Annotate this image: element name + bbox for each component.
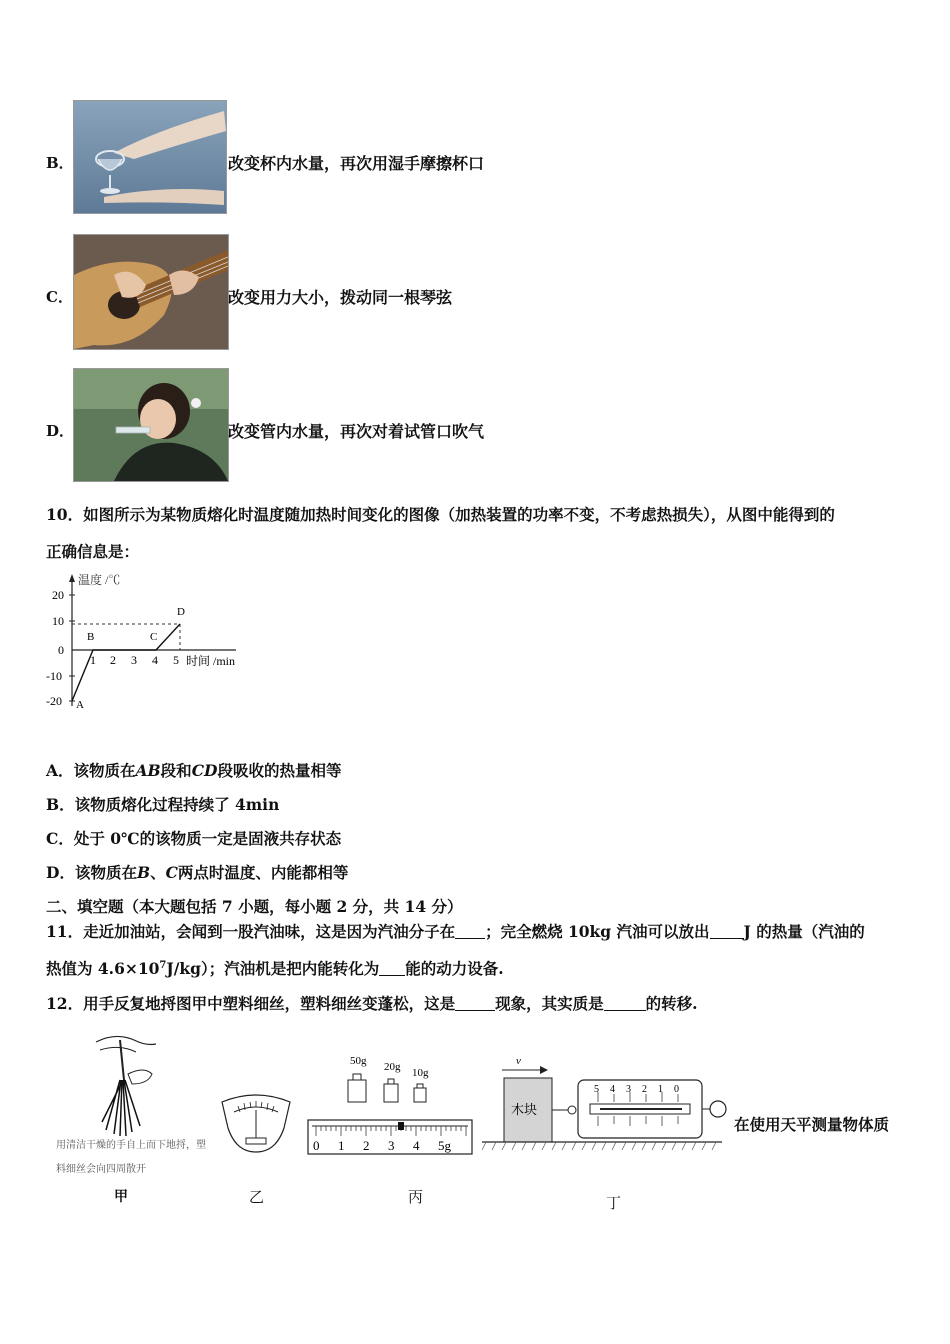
choice-d-mid: 、 (150, 863, 166, 882)
graph-y-label: 温度 /℃ (78, 573, 121, 587)
graph-xtick-5: 5 (173, 653, 179, 667)
weight-label-10g: 10g (412, 1067, 429, 1079)
figure-bing-label: 丙 (408, 1188, 424, 1206)
ding-scale-4: 4 (610, 1084, 615, 1095)
question-11-line1 (46, 920, 865, 942)
figure-ding-side-text: 在使用天平测量物体质 (734, 1115, 890, 1134)
weight-10g (414, 1088, 426, 1102)
weight-20g (384, 1084, 398, 1102)
graph-point-b: B (87, 631, 95, 643)
choice-a-segment-cd: CD (191, 761, 218, 780)
choice-d[interactable] (46, 861, 348, 883)
ding-scale-1: 1 (658, 1084, 663, 1095)
choice-d-suffix: 两点时温度、内能都相等 (177, 863, 349, 882)
hand-rubbing-glass-photo (73, 100, 227, 214)
scale-label-3: 3 (388, 1138, 395, 1153)
q11-part-e: J/kg）；汽油机是把内能转化为 (166, 959, 380, 978)
q11-part-d: 热值为 4.6×10 (46, 959, 160, 978)
figure-yi-label: 乙 (249, 1188, 265, 1206)
option-b-letter: B． (46, 154, 74, 172)
q11-blank-2[interactable] (710, 924, 744, 939)
weight-50g (348, 1080, 366, 1102)
question-11-line2 (46, 957, 504, 979)
option-d-letter: D． (46, 422, 75, 440)
weight-label-20g: 20g (384, 1061, 401, 1073)
scale-label-4: 4 (413, 1138, 420, 1153)
q11-part-f: 能的动力设备. (405, 959, 504, 978)
question-10-line1: 10．如图所示为某物质熔化时温度随加热时间变化的图像（加热装置的功率不变，不考虑热损失），从图中能得到的 (46, 505, 835, 524)
ding-scale-3: 3 (626, 1084, 631, 1095)
graph-ytick-0: 0 (58, 643, 64, 657)
ding-scale-ring (710, 1101, 726, 1117)
choice-a-prefix: A．该物质在 (46, 761, 136, 780)
q12-blank-1[interactable] (455, 996, 495, 1011)
q12-blank-2[interactable] (604, 996, 646, 1011)
choice-d-point-b: B (136, 863, 151, 882)
question-12 (46, 992, 698, 1014)
option-c-text: 改变用力大小，拨动同一根琴弦 (228, 288, 453, 307)
figure-ding-label: 丁 (606, 1194, 622, 1212)
graph-xtick-1: 1 (90, 653, 96, 667)
q11-exponent: 7 (159, 959, 167, 971)
scale-label-2: 2 (363, 1138, 370, 1153)
figure-ding-spring-scale (482, 1050, 732, 1154)
q11-part-c: J 的热量（汽油的 (743, 922, 865, 941)
option-b-text: 改变杯内水量，再次用湿手摩擦杯口 (228, 154, 485, 173)
ding-scale-5: 5 (594, 1084, 599, 1095)
q11-part-b: ；完全燃烧 10kg 汽油可以放出 (485, 922, 710, 941)
guitar-playing-photo (73, 234, 229, 350)
choice-c[interactable]: C．处于 0℃的该物质一定是固液共存状态 (46, 829, 342, 848)
choice-a-segment-ab: AB (135, 761, 161, 780)
choice-d-point-c: C (165, 863, 178, 882)
balance-rider (398, 1122, 404, 1130)
option-d-text: 改变管内水量，再次对着试管口吹气 (228, 422, 485, 441)
graph-ytick-neg20: -20 (46, 694, 62, 708)
q11-blank-3[interactable] (379, 961, 405, 976)
q12-part-a: 12．用手反复地捋图甲中塑料细丝，塑料细丝变蓬松，这是 (46, 994, 456, 1013)
graph-x-label: 时间 /min (186, 654, 236, 668)
scale-label-5g: 5g (438, 1138, 451, 1153)
graph-point-c: C (150, 631, 158, 643)
graph-ytick-10: 10 (52, 614, 64, 628)
q12-part-c: 的转移. (645, 994, 698, 1013)
weight-label-50g: 50g (350, 1055, 367, 1067)
choice-a-suffix: 段吸收的热量相等 (217, 761, 342, 780)
q11-part-a: 11．走近加油站，会闻到一股汽油味，这是因为汽油分子在 (46, 922, 456, 941)
option-c-letter: C． (46, 288, 73, 306)
choice-d-prefix: D．该物质在 (46, 863, 137, 882)
scale-label-0: 0 (313, 1138, 320, 1153)
figure-jia-caption: 用清洁干燥的手自上而下地捋，塑料细丝会向四周散开 (56, 1140, 206, 1175)
choice-a[interactable] (46, 759, 341, 781)
figure-jia-label: 甲 (114, 1189, 128, 1205)
figure-bing-balance-weights (304, 1050, 476, 1158)
choice-b[interactable]: B．该物质熔化过程持续了 4min (46, 795, 280, 814)
graph-xtick-2: 2 (110, 653, 116, 667)
q11-blank-1[interactable] (455, 924, 485, 939)
graph-point-d: D (177, 606, 185, 618)
graph-ytick-neg10: -10 (46, 669, 62, 683)
ding-wood-block-label: 木块 (511, 1102, 538, 1117)
graph-xtick-3: 3 (131, 653, 137, 667)
girl-blowing-tube-photo (73, 368, 229, 482)
graph-xtick-4: 4 (152, 653, 158, 667)
ding-velocity-label: v (516, 1055, 521, 1067)
melting-temperature-graph (40, 568, 270, 718)
figure-yi-meter (216, 1088, 296, 1160)
section-2-heading: 二、填空题（本大题包括 7 小题，每小题 2 分，共 14 分） (46, 897, 463, 916)
q12-part-b: 现象，其实质是 (495, 994, 604, 1013)
question-10-line2: 正确信息是： (46, 542, 140, 561)
figure-jia-hand-strands (86, 1030, 186, 1140)
ding-scale-2: 2 (642, 1084, 647, 1095)
scale-label-1: 1 (338, 1138, 345, 1153)
graph-point-a: A (76, 699, 84, 711)
graph-ytick-20: 20 (52, 588, 64, 602)
choice-a-mid: 段和 (160, 761, 192, 780)
ding-scale-0: 0 (674, 1084, 679, 1095)
